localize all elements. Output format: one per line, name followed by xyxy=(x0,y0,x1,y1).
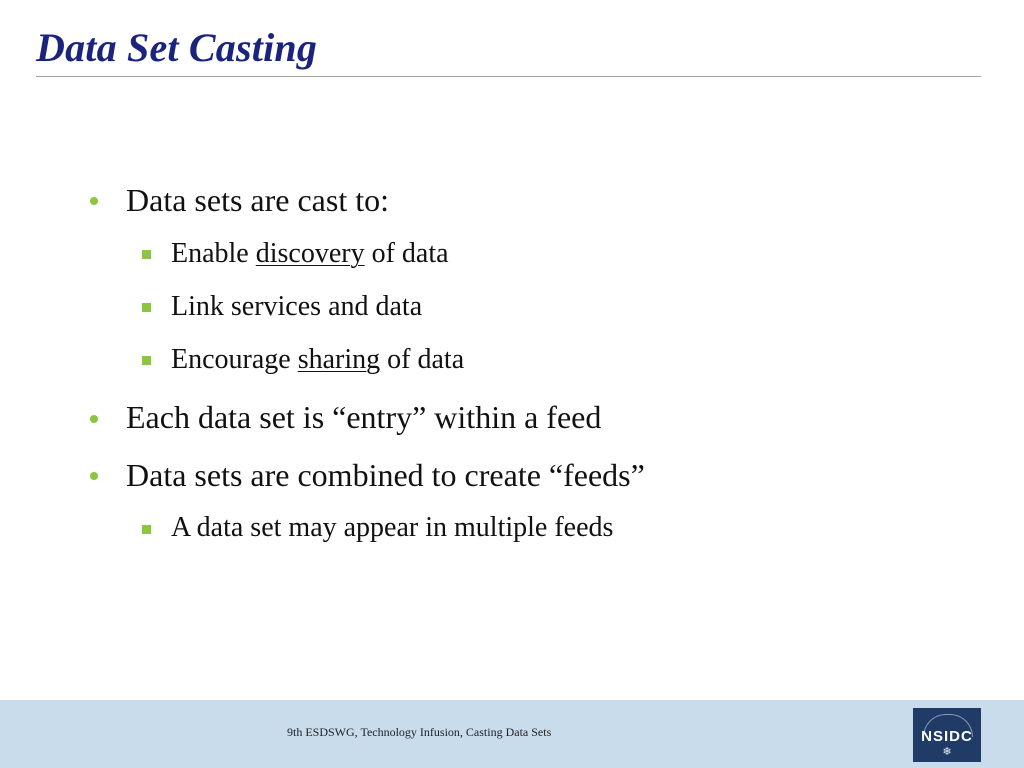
sub-bullet-item xyxy=(171,238,449,270)
bullet-item: Data sets are combined to create “feeds” xyxy=(126,457,645,493)
bullet-square-icon xyxy=(142,356,151,365)
slide-title: Data Set Casting xyxy=(36,25,318,70)
bullet-square-icon xyxy=(142,525,151,534)
logo-text: NSIDC xyxy=(921,728,973,745)
sub-bullet-text: of data xyxy=(364,238,449,269)
sub-bullet-item xyxy=(171,344,464,376)
discovery-underlined-text: discovery xyxy=(255,238,365,269)
sub-bullet-text: Encourage xyxy=(171,344,298,375)
footer-caption: 9th ESDSWG, Technology Infusion, Casting Data Sets xyxy=(287,725,552,739)
bullet-dot-icon xyxy=(90,197,98,205)
bullet-item: Data sets are cast to: xyxy=(126,182,389,218)
sub-bullet-text: of data xyxy=(380,344,465,375)
sub-bullet-item: A data set may appear in multiple feeds xyxy=(171,512,614,543)
sharing-underlined-text: sharing xyxy=(297,344,381,375)
bullet-square-icon xyxy=(142,250,151,259)
snowflake-icon: ❄ xyxy=(942,746,952,758)
bullet-dot-icon xyxy=(90,472,98,480)
bullet-dot-icon xyxy=(90,415,98,423)
bullet-item: Each data set is “entry” within a feed xyxy=(126,399,602,435)
slide-footer xyxy=(0,700,1024,768)
sub-bullet-item: Link services and data xyxy=(171,291,423,322)
bullet-square-icon xyxy=(142,303,151,312)
nsidc-logo xyxy=(913,708,981,762)
sub-bullet-text: Enable xyxy=(171,238,256,269)
